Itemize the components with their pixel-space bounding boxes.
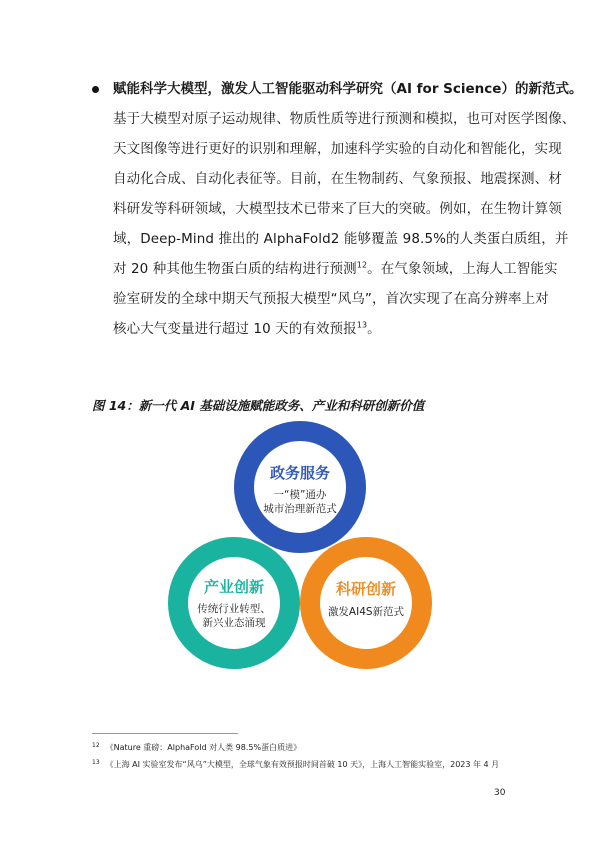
paragraph-line: 料研发等科研领域，大模型技术已带来了巨大的突破。例如，在生物计算领 xyxy=(113,201,562,217)
figure-title: 图 14：新一代 AI 基础设施赋能政务、产业和科研创新价值 xyxy=(92,398,425,413)
paragraph-line: 天文图像等进行更好的识别和理解，加速科学实验的自动化和智能化，实现 xyxy=(113,141,562,157)
ring-industry-label xyxy=(168,576,300,630)
footnote-number: 12 xyxy=(92,742,100,749)
footnote-divider xyxy=(92,733,238,734)
ring-subtitle: 一“模”通办 xyxy=(273,489,327,501)
paragraph-text: 对 20 种其他生物蛋白质的结构进行预测 xyxy=(113,261,357,277)
footnote-number: 13 xyxy=(92,759,100,766)
paragraph-line xyxy=(113,318,381,340)
footnote-ref[interactable]: 13 xyxy=(356,320,368,330)
footnote xyxy=(92,759,499,770)
paragraph-line: 自动化合成、自动化表征等。目前，在生物制药、气象预报、地震探测、材 xyxy=(113,171,562,187)
ring-subtitle: 城市治理新范式 xyxy=(263,503,337,515)
paragraph-line: 基于大模型对原子运动规律、物质性质等进行预测和模拟，也可对医学图像、 xyxy=(113,111,576,127)
page-number: 30 xyxy=(494,788,506,798)
ring-research-label xyxy=(300,578,432,619)
bullet-dot xyxy=(92,86,99,93)
ring-subtitle: 传统行业转型、 xyxy=(197,603,271,615)
paragraph-text: 。 xyxy=(367,321,381,337)
paragraph-line: 验室研发的全球中期天气预报大模型“风乌”，首次实现了在高分辨率上对 xyxy=(113,291,549,307)
paragraph-text: 。在气象领域，上海人工智能实 xyxy=(367,261,558,277)
ring-title: 科研创新 xyxy=(335,580,396,598)
paragraph-text: 核心大气变量进行超过 10 天的有效预报 xyxy=(113,321,357,337)
ring-subtitle: 激发AI4S新范式 xyxy=(327,606,405,618)
paragraph-line xyxy=(113,258,558,280)
ring-title: 产业创新 xyxy=(203,578,264,596)
footnote xyxy=(92,742,301,753)
paragraph-line: 域，Deep-Mind 推出的 AlphaFold2 能够覆盖 98.5%的人类蛋白质组，并 xyxy=(113,231,569,247)
section-heading: 赋能科学大模型，激发人工智能驱动科学研究（AI for Science）的新范式。 xyxy=(113,81,583,97)
ring-subtitle: 新兴业态涌现 xyxy=(202,617,266,629)
footnote-text: 《上海 AI 实验室发布“风乌”大模型，全球气象有效预报时间首破 10 天》，上海人工智能实验室，2023 年 4 月 xyxy=(105,760,500,769)
footnote-ref[interactable]: 12 xyxy=(356,260,368,270)
footnote-text: 《Nature 重磅：AlphaFold 对人类 98.5%蛋白质进》 xyxy=(105,743,302,752)
ring-title: 政务服务 xyxy=(269,464,330,482)
ring-government-label xyxy=(234,462,366,516)
